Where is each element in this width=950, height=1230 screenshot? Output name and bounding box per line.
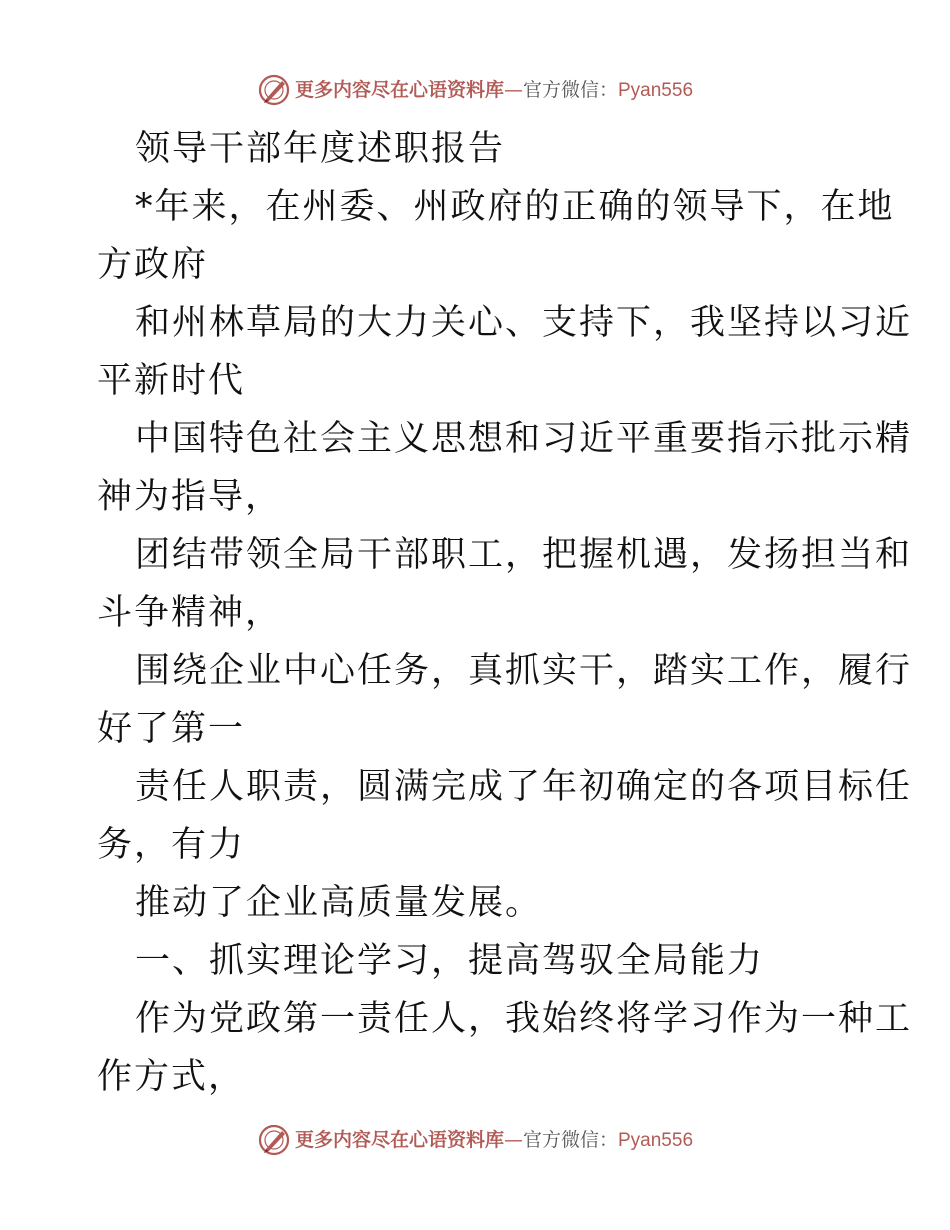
document-line: 围绕企业中心任务，真抓实干，踏实工作，履行 bbox=[135, 651, 913, 691]
document-body bbox=[97, 120, 913, 1106]
banner-separator: — bbox=[503, 1128, 523, 1151]
document-line: *年来，在州委、州政府的正确的领导下，在地 bbox=[135, 187, 895, 227]
banner-wechat-id: Pyan556 bbox=[618, 1129, 694, 1151]
banner-main-text: 更多内容尽在心语资料库 bbox=[294, 78, 504, 101]
pen-logo-icon bbox=[257, 73, 291, 107]
banner-main-text: 更多内容尽在心语资料库 bbox=[294, 1128, 504, 1151]
document-line: 平新时代 bbox=[97, 361, 246, 401]
document-line: 领导干部年度述职报告 bbox=[135, 129, 506, 169]
header-watermark-banner bbox=[0, 70, 950, 110]
document-line: 中国特色社会主义思想和习近平重要指示批示精 bbox=[135, 419, 913, 459]
document-line: 好了第一 bbox=[97, 709, 246, 749]
banner-wechat-label: 官方微信： bbox=[522, 78, 618, 101]
banner-text bbox=[294, 78, 694, 101]
banner-wechat-label: 官方微信： bbox=[522, 1128, 618, 1151]
banner-separator: — bbox=[503, 78, 523, 101]
pen-logo-icon bbox=[257, 1123, 291, 1157]
document-line: 作为党政第一责任人，我始终将学习作为一种工 bbox=[135, 999, 913, 1039]
document-line: 团结带领全局干部职工，把握机遇，发扬担当和 bbox=[135, 535, 913, 575]
document-line: 责任人职责，圆满完成了年初确定的各项目标任 bbox=[135, 767, 913, 807]
document-line: 一、抓实理论学习，提高驾驭全局能力 bbox=[135, 941, 765, 981]
document-line: 方政府 bbox=[97, 245, 209, 285]
document-line: 神为指导， bbox=[97, 477, 283, 517]
document-line: 和州林草局的大力关心、支持下，我坚持以习近 bbox=[135, 303, 913, 343]
banner-text bbox=[294, 1128, 694, 1151]
banner-wechat-id: Pyan556 bbox=[618, 79, 694, 101]
document-line: 作方式， bbox=[97, 1057, 246, 1097]
footer-watermark-banner bbox=[0, 1120, 950, 1160]
document-line: 推动了企业高质量发展。 bbox=[135, 883, 543, 923]
document-line: 斗争精神， bbox=[97, 593, 283, 633]
document-line: 务，有力 bbox=[97, 825, 246, 865]
